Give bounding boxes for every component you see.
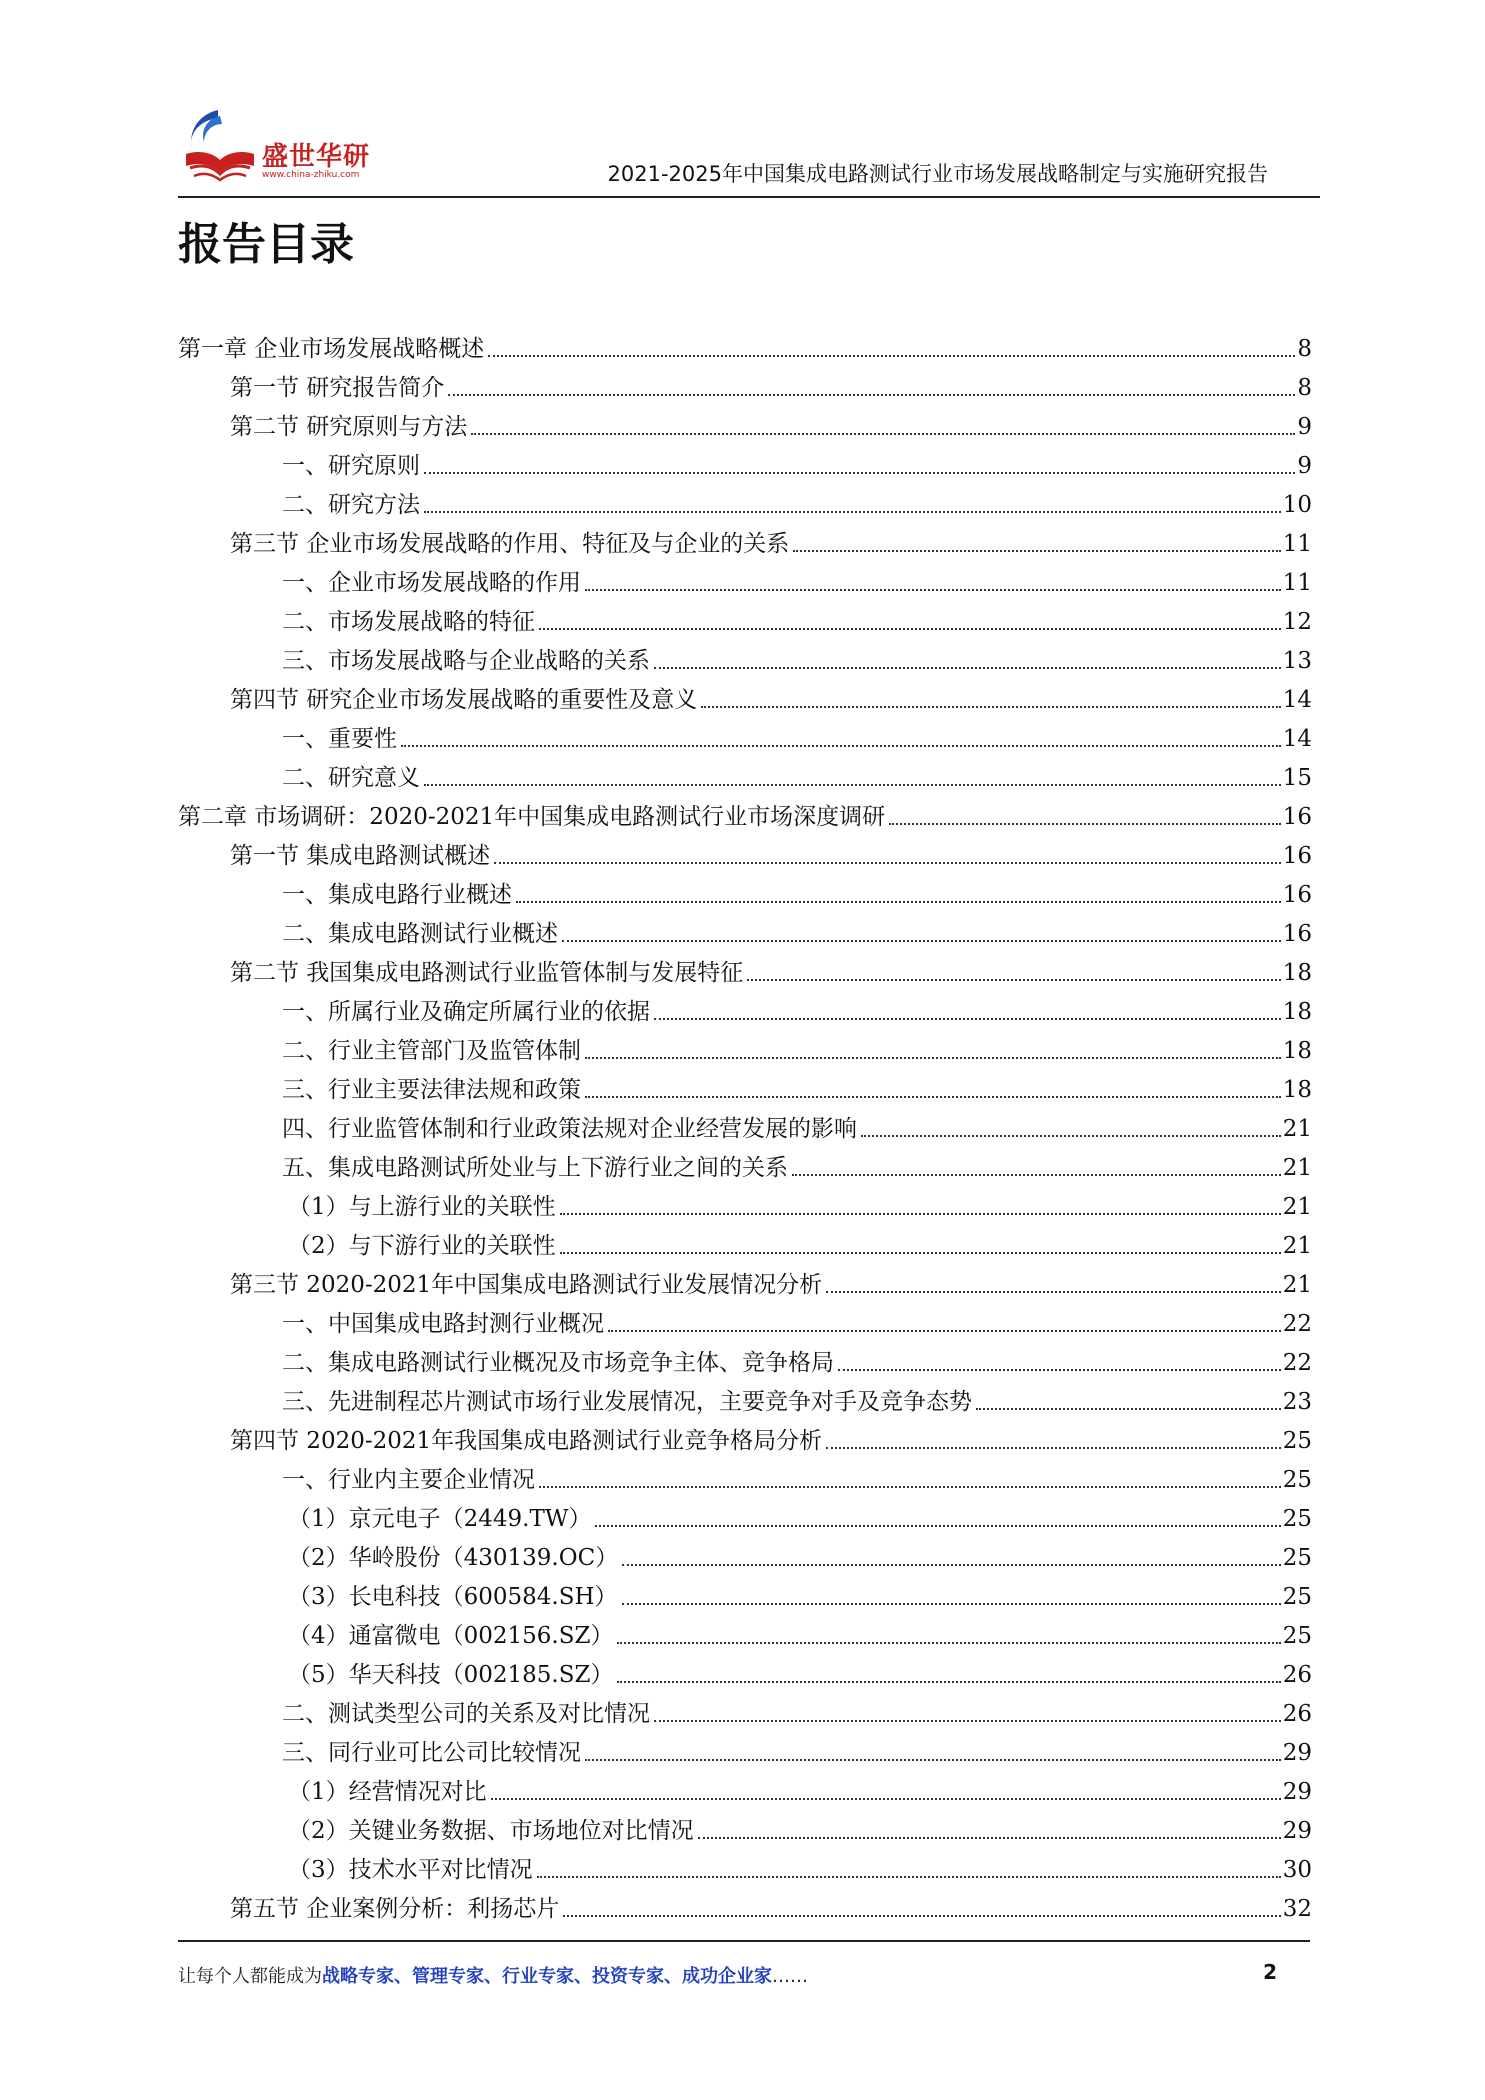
- toc-entry-page: 25: [1282, 1467, 1312, 1493]
- toc-leader-dots: [861, 1135, 1281, 1137]
- toc-entry[interactable]: [178, 1884, 1312, 1923]
- toc-entry[interactable]: [178, 792, 1312, 831]
- toc-leader-dots: [622, 1603, 1281, 1605]
- toc-entry-label: 二、研究意义: [282, 765, 420, 791]
- toc-leader-dots: [585, 1057, 1281, 1059]
- toc-leader-dots: [539, 628, 1281, 630]
- toc-entry-label: （5）华天科技（002185.SZ）: [288, 1662, 614, 1688]
- toc-entry-label: 第一节 集成电路测试概述: [230, 843, 491, 869]
- footer-slogan-prefix: 让每个人都能成为: [178, 1966, 322, 1987]
- toc-entry-label: 第一章 企业市场发展战略概述: [178, 336, 485, 362]
- toc-entry[interactable]: [178, 675, 1312, 714]
- toc-leader-dots: [563, 1915, 1280, 1917]
- toc-entry-label: 一、研究原则: [282, 453, 420, 479]
- toc-entry-page: 8: [1297, 375, 1312, 401]
- toc-entry-label: 五、集成电路测试所处业与上下游行业之间的关系: [282, 1155, 788, 1181]
- toc-leader-dots: [585, 589, 1281, 591]
- report-title: 2021-2025年中国集成电路测试行业市场发展战略制定与实施研究报告: [607, 162, 1268, 186]
- toc-entry-page: 14: [1282, 687, 1312, 713]
- footer-slogan-suffix: ……: [772, 1966, 808, 1987]
- toc-entry-page: 16: [1282, 882, 1312, 908]
- toc-entry[interactable]: [178, 1299, 1312, 1338]
- toc-entry[interactable]: [178, 1572, 1312, 1611]
- toc-entry[interactable]: [178, 714, 1312, 753]
- toc-entry[interactable]: [178, 1455, 1312, 1494]
- toc-entry-label: （1）经营情况对比: [288, 1779, 487, 1805]
- toc-entry[interactable]: [178, 324, 1312, 363]
- toc-entry-page: 32: [1282, 1896, 1312, 1922]
- toc-entry-page: 25: [1282, 1584, 1312, 1610]
- toc-entry-page: 16: [1282, 921, 1312, 947]
- toc-entry-page: 18: [1282, 1077, 1312, 1103]
- toc-leader-dots: [622, 1564, 1281, 1566]
- company-logo: [178, 104, 388, 188]
- toc-leader-dots: [424, 784, 1281, 786]
- toc-entry-page: 15: [1282, 765, 1312, 791]
- toc-entry[interactable]: [178, 1845, 1312, 1884]
- toc-entry[interactable]: [178, 519, 1312, 558]
- toc-entry-label: 第二章 市场调研：2020-2021年中国集成电路测试行业市场深度调研: [178, 804, 886, 830]
- toc-leader-dots: [562, 940, 1281, 942]
- toc-entry-label: （1）京元电子（2449.TW）: [288, 1506, 592, 1532]
- toc-leader-dots: [448, 394, 1295, 396]
- toc-leader-dots: [793, 550, 1280, 552]
- toc-entry[interactable]: [178, 1806, 1312, 1845]
- toc-entry-label: 一、中国集成电路封测行业概况: [282, 1311, 604, 1337]
- toc-entry-label: 第三节 2020-2021年中国集成电路测试行业发展情况分析: [230, 1272, 823, 1298]
- toc-entry[interactable]: [178, 1767, 1312, 1806]
- toc-leader-dots: [747, 979, 1280, 981]
- toc-entry[interactable]: [178, 831, 1312, 870]
- toc-entry-page: 21: [1282, 1194, 1312, 1220]
- toc-leader-dots: [654, 667, 1281, 669]
- toc-leader-dots: [826, 1291, 1281, 1293]
- toc-entry-label: 第五节 企业案例分析：利扬芯片: [230, 1896, 560, 1922]
- toc-entry[interactable]: [178, 909, 1312, 948]
- toc-entry[interactable]: [178, 480, 1312, 519]
- toc-entry[interactable]: [178, 558, 1312, 597]
- toc-entry-page: 23: [1282, 1389, 1312, 1415]
- toc-entry-page: 9: [1297, 414, 1312, 440]
- toc-entry[interactable]: [178, 1689, 1312, 1728]
- toc-leader-dots: [585, 1096, 1281, 1098]
- toc-entry[interactable]: [178, 636, 1312, 675]
- toc-entry-label: 四、行业监管体制和行业政策法规对企业经营发展的影响: [282, 1116, 857, 1142]
- toc-leader-dots: [617, 1681, 1280, 1683]
- toc-leader-dots: [491, 1798, 1281, 1800]
- toc-entry-page: 16: [1282, 804, 1312, 830]
- table-of-contents: [178, 324, 1312, 1923]
- toc-leader-dots: [701, 706, 1280, 708]
- toc-entry-page: 29: [1282, 1818, 1312, 1844]
- footer-slogan: [178, 1962, 808, 1988]
- toc-entry[interactable]: [178, 948, 1312, 987]
- toc-leader-dots: [401, 745, 1281, 747]
- toc-entry-label: 一、重要性: [282, 726, 397, 752]
- toc-entry-label: 二、集成电路测试行业概述: [282, 921, 558, 947]
- toc-entry-label: 第一节 研究报告简介: [230, 375, 445, 401]
- toc-entry[interactable]: [178, 363, 1312, 402]
- toc-entry[interactable]: [178, 753, 1312, 792]
- toc-entry[interactable]: [178, 1182, 1312, 1221]
- toc-entry-page: 22: [1282, 1350, 1312, 1376]
- toc-entry-label: 第二节 研究原则与方法: [230, 414, 468, 440]
- toc-entry-label: 二、市场发展战略的特征: [282, 609, 535, 635]
- toc-entry[interactable]: [178, 1494, 1312, 1533]
- toc-entry-label: 二、研究方法: [282, 492, 420, 518]
- toc-entry[interactable]: [178, 1338, 1312, 1377]
- toc-entry-page: 25: [1282, 1545, 1312, 1571]
- toc-entry[interactable]: [178, 1611, 1312, 1650]
- toc-entry-page: 29: [1282, 1779, 1312, 1805]
- logo-name: 盛世华研: [262, 142, 371, 172]
- toc-entry-label: 三、行业主要法律法规和政策: [282, 1077, 581, 1103]
- toc-entry-page: 25: [1282, 1506, 1312, 1532]
- toc-leader-dots: [976, 1408, 1281, 1410]
- toc-entry-page: 13: [1282, 648, 1312, 674]
- toc-entry[interactable]: [178, 1104, 1312, 1143]
- toc-entry-page: 29: [1282, 1740, 1312, 1766]
- toc-entry-label: 二、集成电路测试行业概况及市场竞争主体、竞争格局: [282, 1350, 834, 1376]
- toc-entry-page: 10: [1282, 492, 1312, 518]
- toc-entry-label: （2）华岭股份（430139.OC）: [288, 1545, 619, 1571]
- toc-entry-label: 第四节 研究企业市场发展战略的重要性及意义: [230, 687, 698, 713]
- toc-entry-page: 12: [1282, 609, 1312, 635]
- toc-leader-dots: [560, 1213, 1281, 1215]
- toc-entry[interactable]: [178, 1260, 1312, 1299]
- toc-entry[interactable]: [178, 1728, 1312, 1767]
- toc-entry-label: 第四节 2020-2021年我国集成电路测试行业竞争格局分析: [230, 1428, 823, 1454]
- toc-leader-dots: [494, 862, 1280, 864]
- toc-entry-page: 14: [1282, 726, 1312, 752]
- toc-leader-dots: [838, 1369, 1281, 1371]
- toc-leader-dots: [654, 1720, 1281, 1722]
- toc-entry-label: 第三节 企业市场发展战略的作用、特征及与企业的关系: [230, 531, 790, 557]
- toc-leader-dots: [595, 1525, 1280, 1527]
- toc-leader-dots: [826, 1447, 1281, 1449]
- page-number: 2: [1263, 1960, 1277, 1984]
- toc-entry-label: 一、所属行业及确定所属行业的依据: [282, 999, 650, 1025]
- toc-entry-label: 三、市场发展战略与企业战略的关系: [282, 648, 650, 674]
- toc-entry-page: 16: [1282, 843, 1312, 869]
- toc-entry-page: 26: [1282, 1701, 1312, 1727]
- toc-entry-page: 25: [1282, 1428, 1312, 1454]
- toc-entry-page: 11: [1282, 570, 1312, 596]
- toc-entry[interactable]: [178, 1416, 1312, 1455]
- toc-leader-dots: [560, 1252, 1281, 1254]
- page-title: 报告目录: [178, 219, 354, 270]
- toc-entry[interactable]: [178, 1065, 1312, 1104]
- toc-entry-label: 一、集成电路行业概述: [282, 882, 512, 908]
- toc-entry-label: 一、企业市场发展战略的作用: [282, 570, 581, 596]
- toc-leader-dots: [539, 1486, 1281, 1488]
- toc-leader-dots: [608, 1330, 1281, 1332]
- toc-entry[interactable]: [178, 441, 1312, 480]
- toc-leader-dots: [698, 1837, 1281, 1839]
- toc-leader-dots: [585, 1759, 1281, 1761]
- footer-divider: [178, 1940, 1310, 1942]
- toc-leader-dots: [516, 901, 1281, 903]
- logo-emblem-icon: [178, 104, 262, 188]
- toc-entry-label: （4）通富微电（002156.SZ）: [288, 1623, 614, 1649]
- toc-entry[interactable]: [178, 1533, 1312, 1572]
- toc-entry-page: 9: [1297, 453, 1312, 479]
- toc-entry[interactable]: [178, 1143, 1312, 1182]
- toc-entry[interactable]: [178, 987, 1312, 1026]
- toc-entry-page: 21: [1282, 1155, 1312, 1181]
- toc-entry-label: 三、先进制程芯片测试市场行业发展情况，主要竞争对手及竞争态势: [282, 1389, 972, 1415]
- toc-entry-page: 18: [1282, 960, 1312, 986]
- toc-leader-dots: [617, 1642, 1280, 1644]
- toc-leader-dots: [537, 1876, 1281, 1878]
- toc-entry-label: （2）与下游行业的关联性: [288, 1233, 556, 1259]
- toc-entry-label: （3）技术水平对比情况: [288, 1857, 533, 1883]
- toc-entry-page: 11: [1282, 531, 1312, 557]
- toc-entry[interactable]: [178, 402, 1312, 441]
- toc-leader-dots: [488, 355, 1295, 357]
- toc-entry-label: 二、行业主管部门及监管体制: [282, 1038, 581, 1064]
- toc-entry-label: 三、同行业可比公司比较情况: [282, 1740, 581, 1766]
- toc-entry-label: 第二节 我国集成电路测试行业监管体制与发展特征: [230, 960, 744, 986]
- toc-leader-dots: [889, 823, 1281, 825]
- toc-entry-page: 21: [1282, 1272, 1312, 1298]
- footer-slogan-emphasis: 战略专家、管理专家、行业专家、投资专家、成功企业家: [322, 1966, 772, 1987]
- toc-entry-page: 30: [1282, 1857, 1312, 1883]
- toc-leader-dots: [424, 472, 1295, 474]
- toc-entry-page: 18: [1282, 999, 1312, 1025]
- toc-entry[interactable]: [178, 597, 1312, 636]
- toc-entry-label: （1）与上游行业的关联性: [288, 1194, 556, 1220]
- toc-entry-label: （2）关键业务数据、市场地位对比情况: [288, 1818, 694, 1844]
- toc-entry[interactable]: [178, 1377, 1312, 1416]
- toc-entry-label: （3）长电科技（600584.SH）: [288, 1584, 618, 1610]
- toc-entry-page: 18: [1282, 1038, 1312, 1064]
- toc-entry-label: 一、行业内主要企业情况: [282, 1467, 535, 1493]
- toc-leader-dots: [424, 511, 1281, 513]
- toc-entry-label: 二、测试类型公司的关系及对比情况: [282, 1701, 650, 1727]
- toc-entry-page: 21: [1282, 1233, 1312, 1259]
- toc-leader-dots: [654, 1018, 1281, 1020]
- toc-entry-page: 8: [1297, 336, 1312, 362]
- page-header: [178, 100, 1320, 198]
- logo-url: www.china-zhiku.com: [262, 170, 360, 180]
- toc-leader-dots: [792, 1174, 1281, 1176]
- toc-entry-page: 21: [1282, 1116, 1312, 1142]
- toc-entry-page: 25: [1282, 1623, 1312, 1649]
- toc-entry-page: 26: [1282, 1662, 1312, 1688]
- toc-entry[interactable]: [178, 1650, 1312, 1689]
- toc-entry[interactable]: [178, 870, 1312, 909]
- toc-entry-page: 22: [1282, 1311, 1312, 1337]
- toc-entry[interactable]: [178, 1221, 1312, 1260]
- toc-leader-dots: [471, 433, 1295, 435]
- toc-entry[interactable]: [178, 1026, 1312, 1065]
